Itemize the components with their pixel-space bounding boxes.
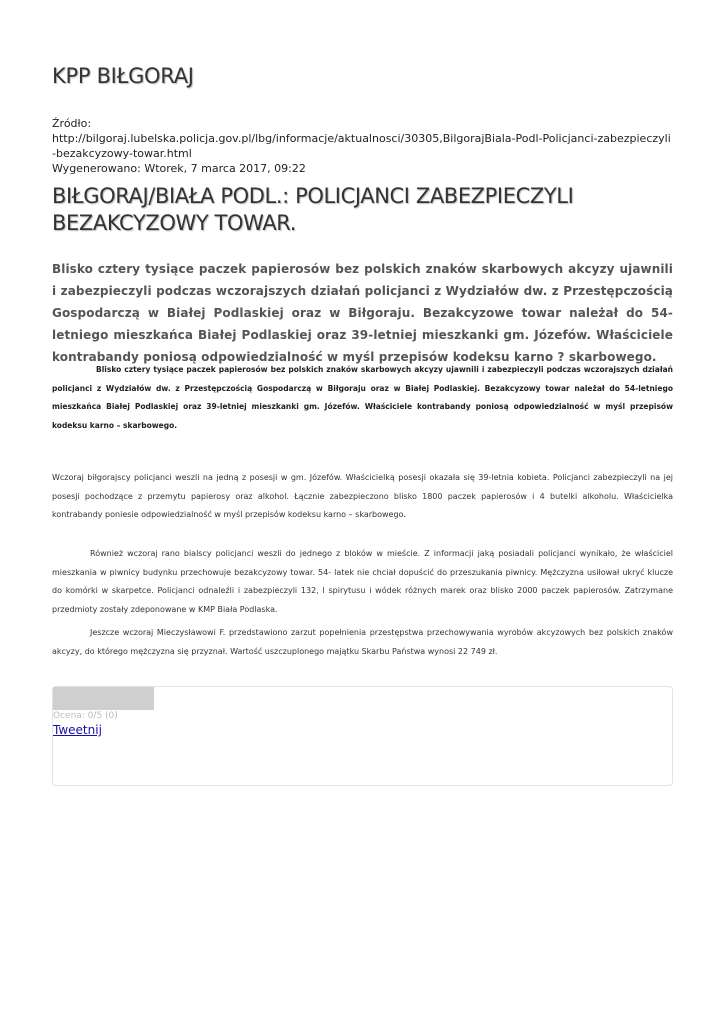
- site-title: KPP BIŁGORAJ: [52, 64, 194, 88]
- article-paragraph-1: Wczoraj biłgorajscy policjanci weszli na jedną z posesji w gm. Józefów. Właścicielką posesji okazała się 39-letnia kobieta. Policjanci zabezpieczyli na jej posesji pochodzące z przemytu papierosy oraz alkohol. Łącznie zabezpieczono blisko 1800 paczek papierosów i 4 butelki alkoholu. Właścicielka kontrabandy poniesie odpowiedzialność w myśl przepisów kodeksu karno – skarbowego.: [52, 473, 673, 519]
- source-url: http://bilgoraj.lubelska.policja.gov.pl/lbg/informacje/aktualnosci/30305,BilgorajBiala-Podl-Policjanci-zabezpieczyli-bezakcyzowy-towar.html: [52, 132, 671, 160]
- rating-text: Ocena: 0/5 (0): [53, 711, 118, 721]
- article-bold-paragraph: Blisko cztery tysiące paczek papierosów bez polskich znaków skarbowych akcyzy ujawnili i zabezpieczyli podczas wczorajszych działań policjanci z Wydziałów dw. z Przestępczością Gospodarczą w Biłgoraju oraz w Białej Podlaskiej. Bezakcyzowy towar należał do 54-letniego mieszkańca Białej Podlaskiej oraz 39-letniej mieszkanki gm. Józefów. Właściciele kontrabandy poniosą odpowiedzialność w myśl przepisów kodeksu karno – skarbowego.: [52, 365, 673, 430]
- article-paragraph-3: Jeszcze wczoraj Mieczysławowi F. przedstawiono zarzut popełnienia przestępstwa przechowywania wyrobów akcyzowych bez polskich znaków akcyzy, do którego mężczyzna się przyznał. Wartość uszczuplonego majątku Skarbu Państwa wynosi 22 749 zł.: [52, 628, 673, 656]
- source-label: Źródło:: [52, 117, 92, 130]
- article-paragraph-2: Również wczoraj rano bialscy policjanci weszli do jednego z bloków w mieście. Z informacji jaką posiadali policjanci wynikało, że właściciel mieszkania w piwnicy budynku przechowuje bezakcyzowy towar. 54- latek nie chciał dopuścić do przeszukania piwnicy. Mężczyzna usiłował ukryć klucze do komórki w skarpetce. Policjanci odnaleźli i zabezpieczyli 132, l spirytusu i wódek różnych marek oraz blisko 2000 paczek papierosów. Zatrzymane przedmioty zostały zdeponowane w KMP Biała Podlaska.: [52, 549, 673, 614]
- article-lead: Blisko cztery tysiące paczek papierosów bez polskich znaków skarbowych akcyzy ujawnili i zabezpieczyli podczas wczorajszych działań policjanci z Wydziałów dw. z Przestępczością Gospodarczą w Białej Podlaskiej oraz w Biłgoraju. Bezakcyzowe towar należał do 54-letniego mieszkańca Białej Podlaskiej oraz 39-letniej mieszkanki gm. Józefów. Właściciele kontrabandy poniosą odpowiedzialność w myśl przepisów kodeksu karno ? skarbowego.: [52, 262, 673, 364]
- rating-stars-bar[interactable]: [53, 687, 154, 710]
- article-title: BIŁGORAJ/BIAŁA PODL.: POLICJANCI ZABEZPIECZYLI BEZAKCYZOWY TOWAR.: [52, 184, 574, 235]
- source-meta: [52, 116, 673, 176]
- generated-date: Wygenerowano: Wtorek, 7 marca 2017, 09:22: [52, 162, 306, 175]
- tweet-link[interactable]: Tweetnij: [53, 723, 102, 737]
- rating-box: [52, 686, 673, 786]
